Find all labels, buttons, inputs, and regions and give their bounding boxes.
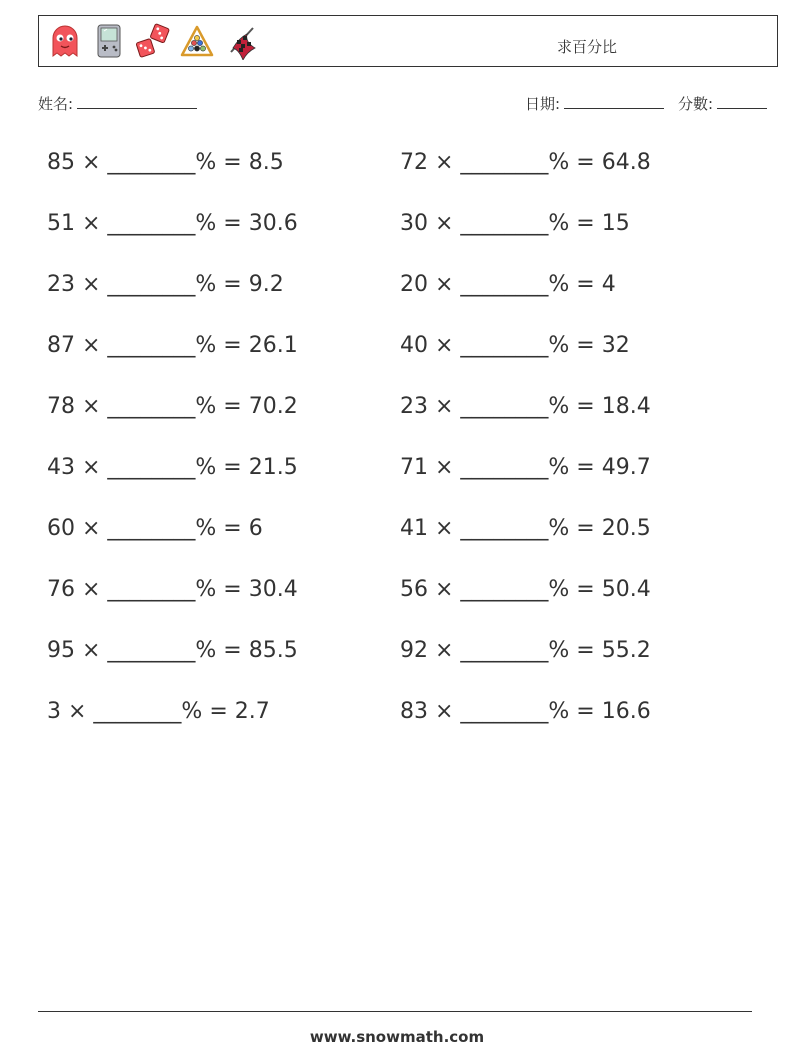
problem-item: 87 × ________% = 26.1 [47,333,298,358]
billiard-rack-icon [179,22,215,60]
problem-item: 76 × ________% = 30.4 [47,577,298,602]
name-label: 姓名: [38,95,74,113]
problem-item: 43 × ________% = 21.5 [47,455,298,480]
score-blank[interactable] [717,94,767,109]
problem-item: 51 × ________% = 30.6 [47,211,298,236]
footer-divider [38,1011,752,1012]
score-field [678,93,767,114]
name-blank[interactable] [77,94,197,109]
problem-item: 23 × ________% = 18.4 [400,394,651,419]
footer-website[interactable]: www.snowmath.com [309,1028,485,1046]
problem-item: 41 × ________% = 20.5 [400,516,651,541]
problem-item: 71 × ________% = 49.7 [400,455,651,480]
dice-icon [135,22,171,60]
ghost-icon [47,22,83,60]
handheld-game-icon [91,22,127,60]
problem-item: 78 × ________% = 70.2 [47,394,298,419]
worksheet-title: 求百分比 [557,38,618,56]
problem-item: 56 × ________% = 50.4 [400,577,651,602]
problem-item: 72 × ________% = 64.8 [400,150,651,175]
problem-item: 60 × ________% = 6 [47,516,263,541]
score-label: 分數: [678,95,714,113]
problem-item: 30 × ________% = 15 [400,211,630,236]
icon-strip [47,22,259,60]
date-blank[interactable] [564,94,664,109]
problem-item: 23 × ________% = 9.2 [47,272,284,297]
problem-item: 85 × ________% = 8.5 [47,150,284,175]
problem-item: 83 × ________% = 16.6 [400,699,651,724]
checkered-flag-icon [223,22,259,60]
name-field [38,93,197,114]
date-label: 日期: [525,95,561,113]
worksheet-header [38,15,778,67]
date-field [525,93,664,114]
problem-item: 40 × ________% = 32 [400,333,630,358]
problem-item: 95 × ________% = 85.5 [47,638,298,663]
problem-item: 92 × ________% = 55.2 [400,638,651,663]
problem-item: 20 × ________% = 4 [400,272,616,297]
problem-item: 3 × ________% = 2.7 [47,699,270,724]
